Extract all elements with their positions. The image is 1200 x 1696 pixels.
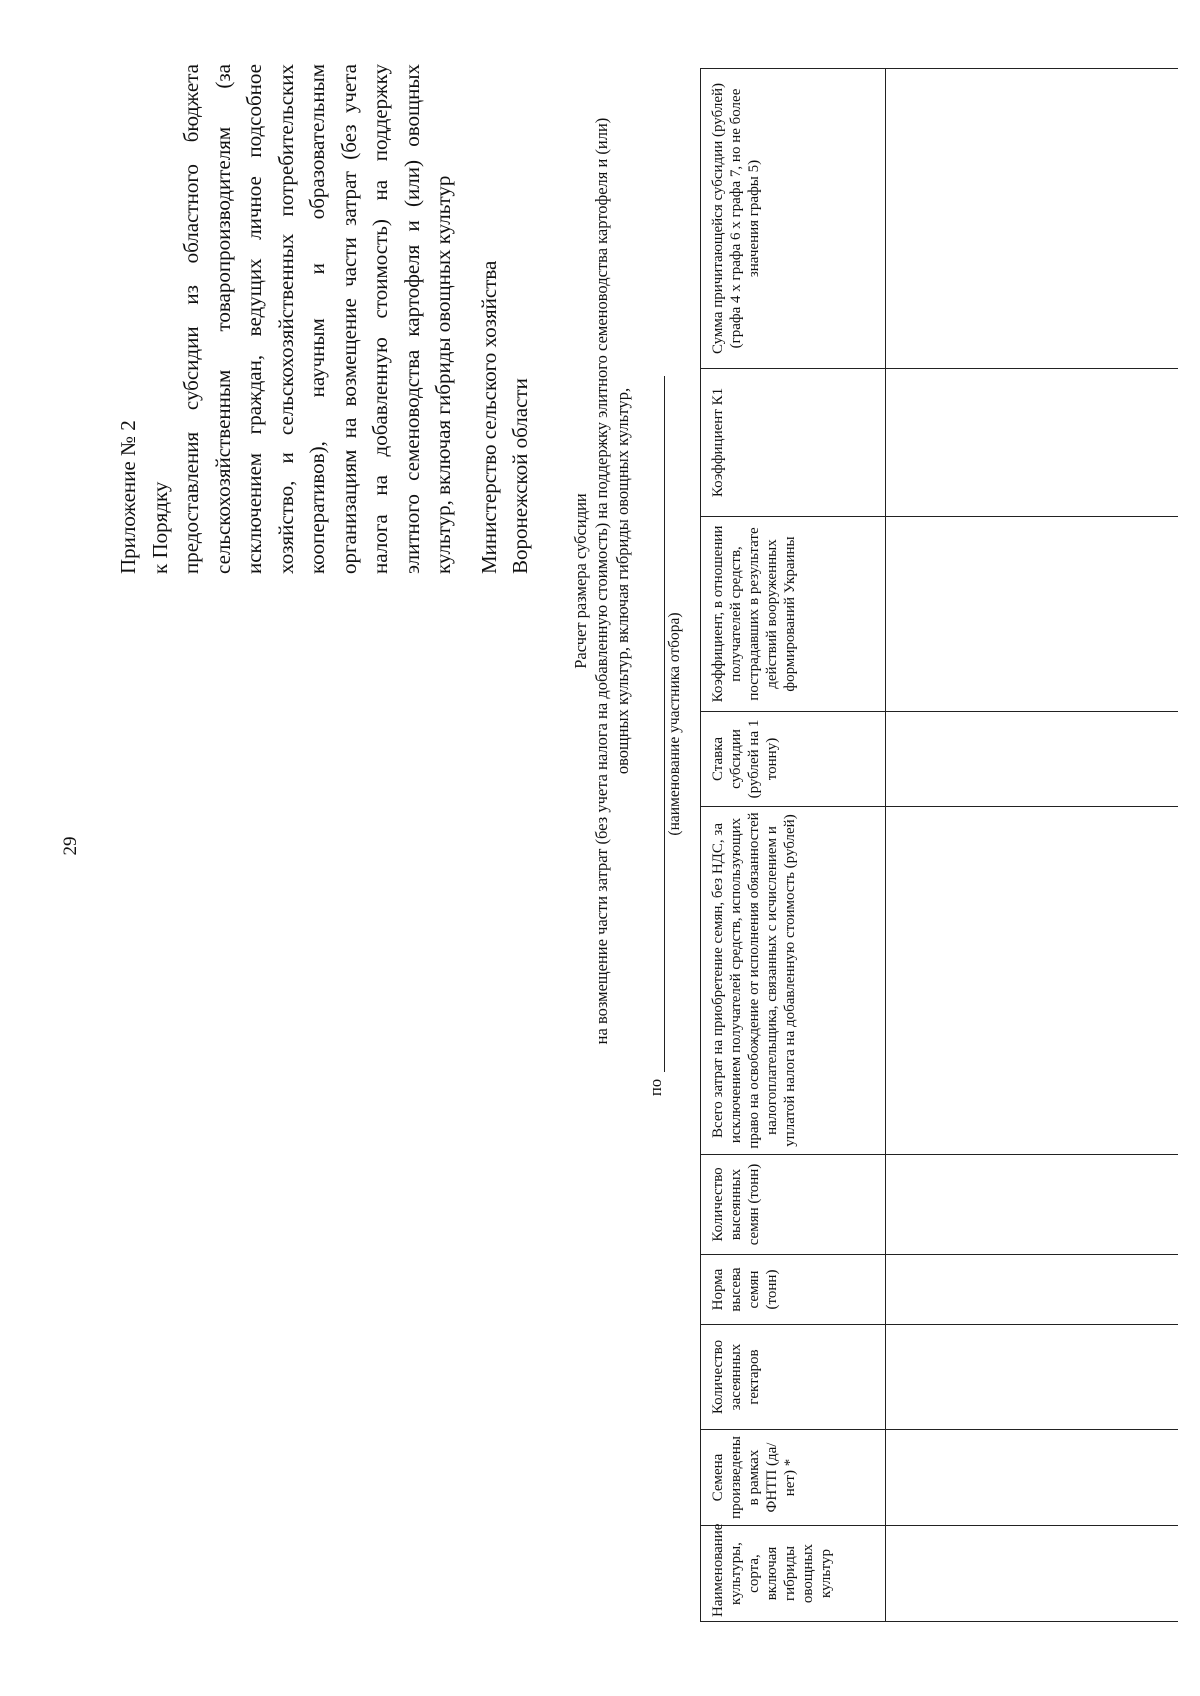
col-header-affected-coefficient: Коэффициент, в отношении получателей средств, пострадавших в результате действий вооруженных формирований Украины: [701, 517, 886, 712]
col-header-fntp: Семена произведены в рамках ФНТП (да/нет) *: [701, 1430, 886, 1526]
table-cell: [886, 1526, 1179, 1622]
title-line-2: на возмещение части затрат (без учета налога на добавленную стоимость) на поддержку элитного семеноводства картофеля и (или): [592, 117, 611, 1045]
ministry-region: Воронежской области: [508, 378, 532, 574]
col-header-seeds-sown: Количество высеянных семян (тонн): [701, 1155, 886, 1255]
appendix-order-title: предоставления субсидии из областного бюджета сельскохозяйственным товаропроизводителям (за исключением граждан, ведущих личное подсобное хозяйство, и сельскохозяйственных потребительских кооперативов), научным и образовательным организациям на возмещение части затрат (без учета налога на добавленную стоимость) на поддержку элитного семеноводства картофеля и (или) овощных культур, включая гибриды овощных культур: [179, 64, 455, 574]
col-header-total-costs: Всего затрат на приобретение семян, без НДС, за исключением получателей средств, использующих право на освобождение от исполнения обязанностей налогоплательщика, связанных с исчислением и уплатой налога на добавленную стоимость (рублей): [701, 807, 886, 1155]
col-header-subsidy-rate: Ставка субсидии (рублей на 1 тонну): [701, 712, 886, 807]
subsidy-calculation-table: [700, 68, 1178, 1622]
table-cell: [886, 712, 1179, 807]
col-header-seeding-rate: Норма высева семян (тонн): [701, 1255, 886, 1325]
participant-prefix: по: [646, 1078, 665, 1096]
table-cell: [886, 1430, 1179, 1526]
participant-line: [640, 376, 686, 1096]
document-title: [570, 6, 633, 1156]
col-header-k1-coefficient: Коэффициент К1: [701, 369, 886, 517]
participant-underline: [664, 376, 665, 1072]
appendix-number: Приложение № 2: [116, 420, 140, 574]
title-line-1: Расчет размера субсидии: [571, 493, 590, 669]
table-cell: [886, 1155, 1179, 1255]
participant-caption: (наименование участника отбора): [666, 612, 683, 836]
table-cell: [886, 1255, 1179, 1325]
col-header-subsidy-amount: Сумма причитающейся субсидии (рублей) (графа 4 х графа 6 х графа 7, но не более значения графы 5): [701, 69, 886, 369]
ministry-block: [474, 64, 537, 574]
table-header-row: [701, 69, 886, 1622]
table-cell: [886, 369, 1179, 517]
table-cell: [886, 1325, 1179, 1430]
ministry-name: Министерство сельского хозяйства: [476, 260, 501, 574]
appendix-order-ref: к Порядку: [147, 481, 172, 574]
page-number: 29: [60, 836, 81, 856]
col-header-crop-name: Наименование культуры, сорта, включая гибриды овощных культур: [701, 1526, 886, 1622]
appendix-header: [113, 64, 537, 574]
table-row: [886, 69, 1179, 1622]
table-cell: [886, 517, 1179, 712]
title-line-3: овощных культур, включая гибриды овощных культур,: [613, 387, 632, 775]
table-cell: [886, 69, 1179, 369]
table-cell: [886, 807, 1179, 1155]
col-header-sown-hectares: Количество засеянных гектаров: [701, 1325, 886, 1430]
